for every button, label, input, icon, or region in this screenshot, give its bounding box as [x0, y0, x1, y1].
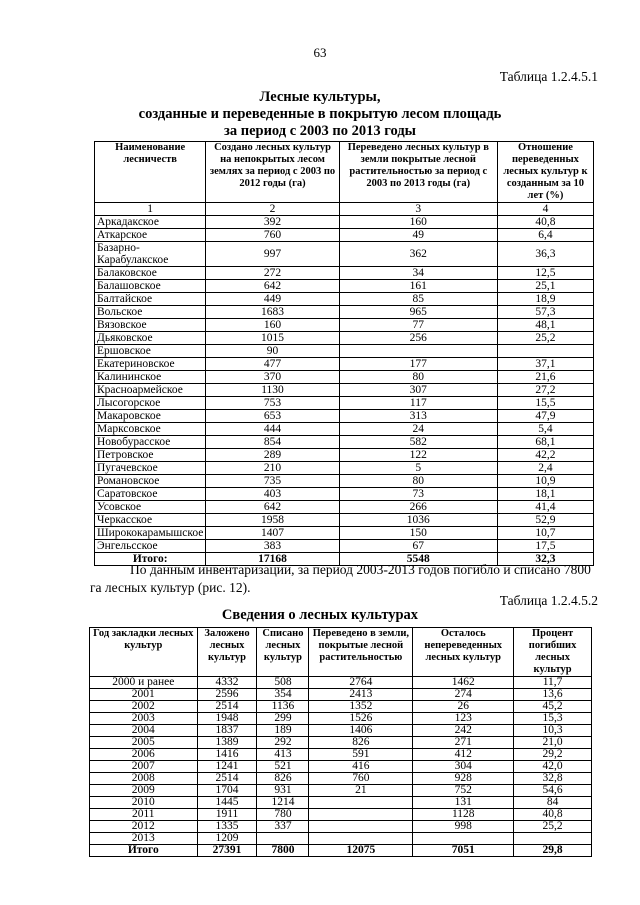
table-cell: 477 [206, 358, 339, 371]
table-cell: 6,4 [497, 229, 593, 242]
table-cell: 29,2 [514, 749, 592, 761]
table2-header: Осталось непереведенных лесных культур [413, 628, 514, 677]
row-label-cell: Красноармейское [95, 384, 206, 397]
row-label-cell: 2002 [90, 701, 198, 713]
table-row [95, 514, 594, 527]
row-label-cell: 2004 [90, 725, 198, 737]
table1-total-cell: 17168 [206, 553, 339, 566]
row-label-cell: 2008 [90, 773, 198, 785]
table1-header: Создано лесных культур на непокрытых лесом землях за период с 2003 по 2012 годы (га) [206, 142, 339, 203]
table-cell: 2596 [197, 689, 257, 701]
table-cell: 416 [309, 761, 413, 773]
table-cell: 1015 [206, 332, 339, 345]
table-cell: 1416 [197, 749, 257, 761]
table-cell: 266 [339, 501, 497, 514]
table-row [95, 436, 594, 449]
table-row [95, 397, 594, 410]
table-cell: 2413 [309, 689, 413, 701]
table2-total-row [90, 845, 592, 857]
table-cell: 4332 [197, 677, 257, 689]
table-cell: 1209 [197, 833, 257, 845]
row-label-cell: Лысогорское [95, 397, 206, 410]
row-label-cell: Черкасское [95, 514, 206, 527]
table-cell: 591 [309, 749, 413, 761]
row-label-cell: Ширококарамышское [95, 527, 206, 540]
table-cell: 313 [339, 410, 497, 423]
table1-col-number: 3 [339, 203, 497, 216]
table-cell: 21 [309, 785, 413, 797]
table-cell: 274 [413, 689, 514, 701]
table1-header: Наименование лесничеств [95, 142, 206, 203]
table-row [95, 423, 594, 436]
table-cell: 77 [339, 319, 497, 332]
table-cell: 5,4 [497, 423, 593, 436]
table-cell: 210 [206, 462, 339, 475]
table-cell [413, 833, 514, 845]
table-cell: 1389 [197, 737, 257, 749]
table-cell: 413 [257, 749, 309, 761]
table-cell: 735 [206, 475, 339, 488]
table-row [90, 749, 592, 761]
table1-title-line: Лесные культуры, [259, 89, 381, 105]
table-cell: 90 [206, 345, 339, 358]
table-cell: 25,1 [497, 280, 593, 293]
table-row [90, 701, 592, 713]
table-cell [309, 833, 413, 845]
table-row [90, 809, 592, 821]
table1-title [0, 89, 640, 140]
table-cell: 36,3 [497, 242, 593, 267]
table-cell: 25,2 [497, 332, 593, 345]
table-cell: 449 [206, 293, 339, 306]
table2-title: Сведения о лесных культурах [221, 607, 419, 623]
table-cell [339, 345, 497, 358]
table-cell: 2764 [309, 677, 413, 689]
table-cell: 15,5 [497, 397, 593, 410]
table-cell: 161 [339, 280, 497, 293]
table-cell: 1214 [257, 797, 309, 809]
table-cell: 370 [206, 371, 339, 384]
table-cell: 54,6 [514, 785, 592, 797]
table-row [95, 242, 594, 267]
table2-total-cell: 12075 [309, 845, 413, 857]
table-cell: 997 [206, 242, 339, 267]
table-row [95, 267, 594, 280]
table-cell: 13,6 [514, 689, 592, 701]
row-label-cell: Балашовское [95, 280, 206, 293]
table-row [95, 488, 594, 501]
row-label-cell: Петровское [95, 449, 206, 462]
table-cell: 826 [309, 737, 413, 749]
table-row [95, 371, 594, 384]
table-row [90, 785, 592, 797]
table-cell: 150 [339, 527, 497, 540]
row-label-cell: 2011 [90, 809, 198, 821]
table-cell: 21,0 [514, 737, 592, 749]
table-row [90, 821, 592, 833]
table-cell: 1704 [197, 785, 257, 797]
table-cell: 57,3 [497, 306, 593, 319]
table-cell: 47,9 [497, 410, 593, 423]
page-number: 63 [313, 45, 327, 60]
table-row [95, 229, 594, 242]
table-cell: 11,7 [514, 677, 592, 689]
table1-total-cell: 5548 [339, 553, 497, 566]
table-cell: 160 [339, 216, 497, 229]
table-cell: 177 [339, 358, 497, 371]
table-cell: 26 [413, 701, 514, 713]
table-cell: 1958 [206, 514, 339, 527]
table-cell: 242 [413, 725, 514, 737]
row-label-cell: Романовское [95, 475, 206, 488]
table-cell: 271 [413, 737, 514, 749]
table-cell: 10,9 [497, 475, 593, 488]
table-cell: 444 [206, 423, 339, 436]
row-label-cell: Балтайское [95, 293, 206, 306]
table-cell: 760 [309, 773, 413, 785]
table-cell: 753 [206, 397, 339, 410]
table-cell: 354 [257, 689, 309, 701]
table-row [95, 293, 594, 306]
table-cell: 392 [206, 216, 339, 229]
table2-header: Списано лесных культур [257, 628, 309, 677]
table2-header: Переведено в земли, покрытые лесной растительностью [309, 628, 413, 677]
table-cell: 49 [339, 229, 497, 242]
table-cell: 80 [339, 475, 497, 488]
row-label-cell: Саратовское [95, 488, 206, 501]
table-cell: 760 [206, 229, 339, 242]
table-cell: 1837 [197, 725, 257, 737]
table1-label: Таблица 1.2.4.5.1 [499, 69, 598, 84]
row-label-cell: 2000 и ранее [90, 677, 198, 689]
table-cell: 508 [257, 677, 309, 689]
table2-label: Таблица 1.2.4.5.2 [499, 593, 598, 608]
table-cell [497, 345, 593, 358]
table-cell: 780 [257, 809, 309, 821]
row-label-cell: Ершовское [95, 345, 206, 358]
table-cell: 40,8 [497, 216, 593, 229]
row-label-cell: Усовское [95, 501, 206, 514]
table-cell: 10,3 [514, 725, 592, 737]
table-cell: 45,2 [514, 701, 592, 713]
table-cell: 24 [339, 423, 497, 436]
table-row [90, 725, 592, 737]
forest-cultures-table [94, 141, 594, 566]
table-cell: 256 [339, 332, 497, 345]
table-cell: 27,2 [497, 384, 593, 397]
table1-title-line: за период с 2003 по 2013 годы [224, 123, 416, 139]
row-label-cell: 2010 [90, 797, 198, 809]
table-cell: 85 [339, 293, 497, 306]
table-cell: 1526 [309, 713, 413, 725]
table-cell: 337 [257, 821, 309, 833]
table-cell: 653 [206, 410, 339, 423]
table-cell: 642 [206, 501, 339, 514]
table2-total-cell: 7051 [413, 845, 514, 857]
table-cell: 998 [413, 821, 514, 833]
table-row [95, 358, 594, 371]
table-row [95, 527, 594, 540]
table-cell: 289 [206, 449, 339, 462]
table-cell: 160 [206, 319, 339, 332]
table-cell: 18,9 [497, 293, 593, 306]
table-row [95, 319, 594, 332]
table-cell: 68,1 [497, 436, 593, 449]
row-label-cell: Энгельсское [95, 540, 206, 553]
table-cell: 854 [206, 436, 339, 449]
table-cell: 1445 [197, 797, 257, 809]
table1-col-number: 2 [206, 203, 339, 216]
table-cell: 521 [257, 761, 309, 773]
row-label-cell: 2009 [90, 785, 198, 797]
table-cell: 383 [206, 540, 339, 553]
table-cell: 928 [413, 773, 514, 785]
table2-total-label: Итого [90, 845, 198, 857]
table-row [95, 332, 594, 345]
row-label-cell: Вольское [95, 306, 206, 319]
table-cell: 67 [339, 540, 497, 553]
table-cell: 34 [339, 267, 497, 280]
row-label-cell: Дьяковское [95, 332, 206, 345]
inventory-paragraph: По данным инвентаризации, за период 2003-2013 годов погибло и списано 7800 га лесных культур (рис. 12). [90, 562, 591, 595]
row-label-cell: 2013 [90, 833, 198, 845]
table-row [90, 713, 592, 725]
row-label-cell: Новобурасское [95, 436, 206, 449]
table-row [95, 540, 594, 553]
row-label-cell: Калининское [95, 371, 206, 384]
row-label-cell: Балаковское [95, 267, 206, 280]
table-cell: 362 [339, 242, 497, 267]
table-cell: 131 [413, 797, 514, 809]
table-row [90, 797, 592, 809]
table-row [95, 306, 594, 319]
table-cell: 80 [339, 371, 497, 384]
table-cell: 1462 [413, 677, 514, 689]
row-label-cell: 2006 [90, 749, 198, 761]
table2-header: Заложено лесных культур [197, 628, 257, 677]
table-row [90, 677, 592, 689]
table2-total-cell: 27391 [197, 845, 257, 857]
table-cell: 10,7 [497, 527, 593, 540]
table-cell: 189 [257, 725, 309, 737]
row-label-cell: Пугачевское [95, 462, 206, 475]
table-cell: 826 [257, 773, 309, 785]
table-cell: 304 [413, 761, 514, 773]
forest-cultures-info-table [89, 627, 592, 857]
table-row [90, 833, 592, 845]
row-label-cell: 2001 [90, 689, 198, 701]
table-cell: 403 [206, 488, 339, 501]
table-cell: 2514 [197, 701, 257, 713]
table-cell: 1335 [197, 821, 257, 833]
table-cell: 412 [413, 749, 514, 761]
table2-total-cell: 29,8 [514, 845, 592, 857]
row-label-cell: Макаровское [95, 410, 206, 423]
table-cell [257, 833, 309, 845]
table-row [90, 737, 592, 749]
table-cell: 292 [257, 737, 309, 749]
table-cell: 2,4 [497, 462, 593, 475]
table-row [95, 384, 594, 397]
table-cell: 1683 [206, 306, 339, 319]
table-cell: 307 [339, 384, 497, 397]
table-cell: 40,8 [514, 809, 592, 821]
table-cell: 1948 [197, 713, 257, 725]
table-cell: 752 [413, 785, 514, 797]
table-cell: 25,2 [514, 821, 592, 833]
table-row [90, 761, 592, 773]
table-cell: 1407 [206, 527, 339, 540]
table2-header: Год закладки лесных культур [90, 628, 198, 677]
table-cell: 2514 [197, 773, 257, 785]
row-label-cell: Аткарское [95, 229, 206, 242]
table-cell: 12,5 [497, 267, 593, 280]
table-cell: 18,1 [497, 488, 593, 501]
table-cell: 32,8 [514, 773, 592, 785]
table-cell: 122 [339, 449, 497, 462]
table-row [90, 773, 592, 785]
row-label-cell: Базарно-Карабулакское [95, 242, 206, 267]
row-label-cell: 2012 [90, 821, 198, 833]
table2-total-cell: 7800 [257, 845, 309, 857]
table-cell: 582 [339, 436, 497, 449]
table1-header: Переведено лесных культур в земли покрытые лесной растительностью за период с 2003 по 2013 годы (га) [339, 142, 497, 203]
row-label-cell: Аркадакское [95, 216, 206, 229]
table-cell: 42,0 [514, 761, 592, 773]
row-label-cell: 2005 [90, 737, 198, 749]
table-cell: 1130 [206, 384, 339, 397]
table-cell: 1352 [309, 701, 413, 713]
table-cell: 37,1 [497, 358, 593, 371]
table2-header: Процент погибших лесных культур [514, 628, 592, 677]
table-cell: 117 [339, 397, 497, 410]
table-row [95, 280, 594, 293]
table1-total-label: Итого: [95, 553, 206, 566]
table-cell [309, 821, 413, 833]
table-row [95, 410, 594, 423]
table-row [95, 216, 594, 229]
table-cell: 48,1 [497, 319, 593, 332]
table-row [95, 345, 594, 358]
table-cell: 21,6 [497, 371, 593, 384]
table-row [95, 475, 594, 488]
table-cell: 17,5 [497, 540, 593, 553]
table-cell: 642 [206, 280, 339, 293]
table-cell: 5 [339, 462, 497, 475]
table-cell: 73 [339, 488, 497, 501]
table-cell [514, 833, 592, 845]
table-cell: 272 [206, 267, 339, 280]
table-cell: 52,9 [497, 514, 593, 527]
table-cell: 1128 [413, 809, 514, 821]
table-cell: 84 [514, 797, 592, 809]
table-row [95, 501, 594, 514]
table-row [90, 689, 592, 701]
table-cell: 1136 [257, 701, 309, 713]
row-label-cell: Марксовское [95, 423, 206, 436]
table-cell: 41,4 [497, 501, 593, 514]
table-cell: 931 [257, 785, 309, 797]
table1-col-number: 1 [95, 203, 206, 216]
table1-col-number: 4 [497, 203, 593, 216]
row-label-cell: Екатериновское [95, 358, 206, 371]
table-cell: 1241 [197, 761, 257, 773]
table-cell: 299 [257, 713, 309, 725]
table-cell: 15,3 [514, 713, 592, 725]
table1-total-cell: 32,3 [497, 553, 593, 566]
table-cell: 1911 [197, 809, 257, 821]
table-cell [309, 797, 413, 809]
table-cell [309, 809, 413, 821]
table-cell: 1036 [339, 514, 497, 527]
table-cell: 965 [339, 306, 497, 319]
table-cell: 123 [413, 713, 514, 725]
table1-header: Отношение переведенных лесных культур к созданным за 10 лет (%) [497, 142, 593, 203]
table-cell: 1406 [309, 725, 413, 737]
table-row [95, 449, 594, 462]
table-cell: 42,2 [497, 449, 593, 462]
row-label-cell: Вязовское [95, 319, 206, 332]
table-row [95, 462, 594, 475]
row-label-cell: 2003 [90, 713, 198, 725]
row-label-cell: 2007 [90, 761, 198, 773]
table1-title-line: созданные и переведенные в покрытую лесом площадь [138, 106, 502, 122]
